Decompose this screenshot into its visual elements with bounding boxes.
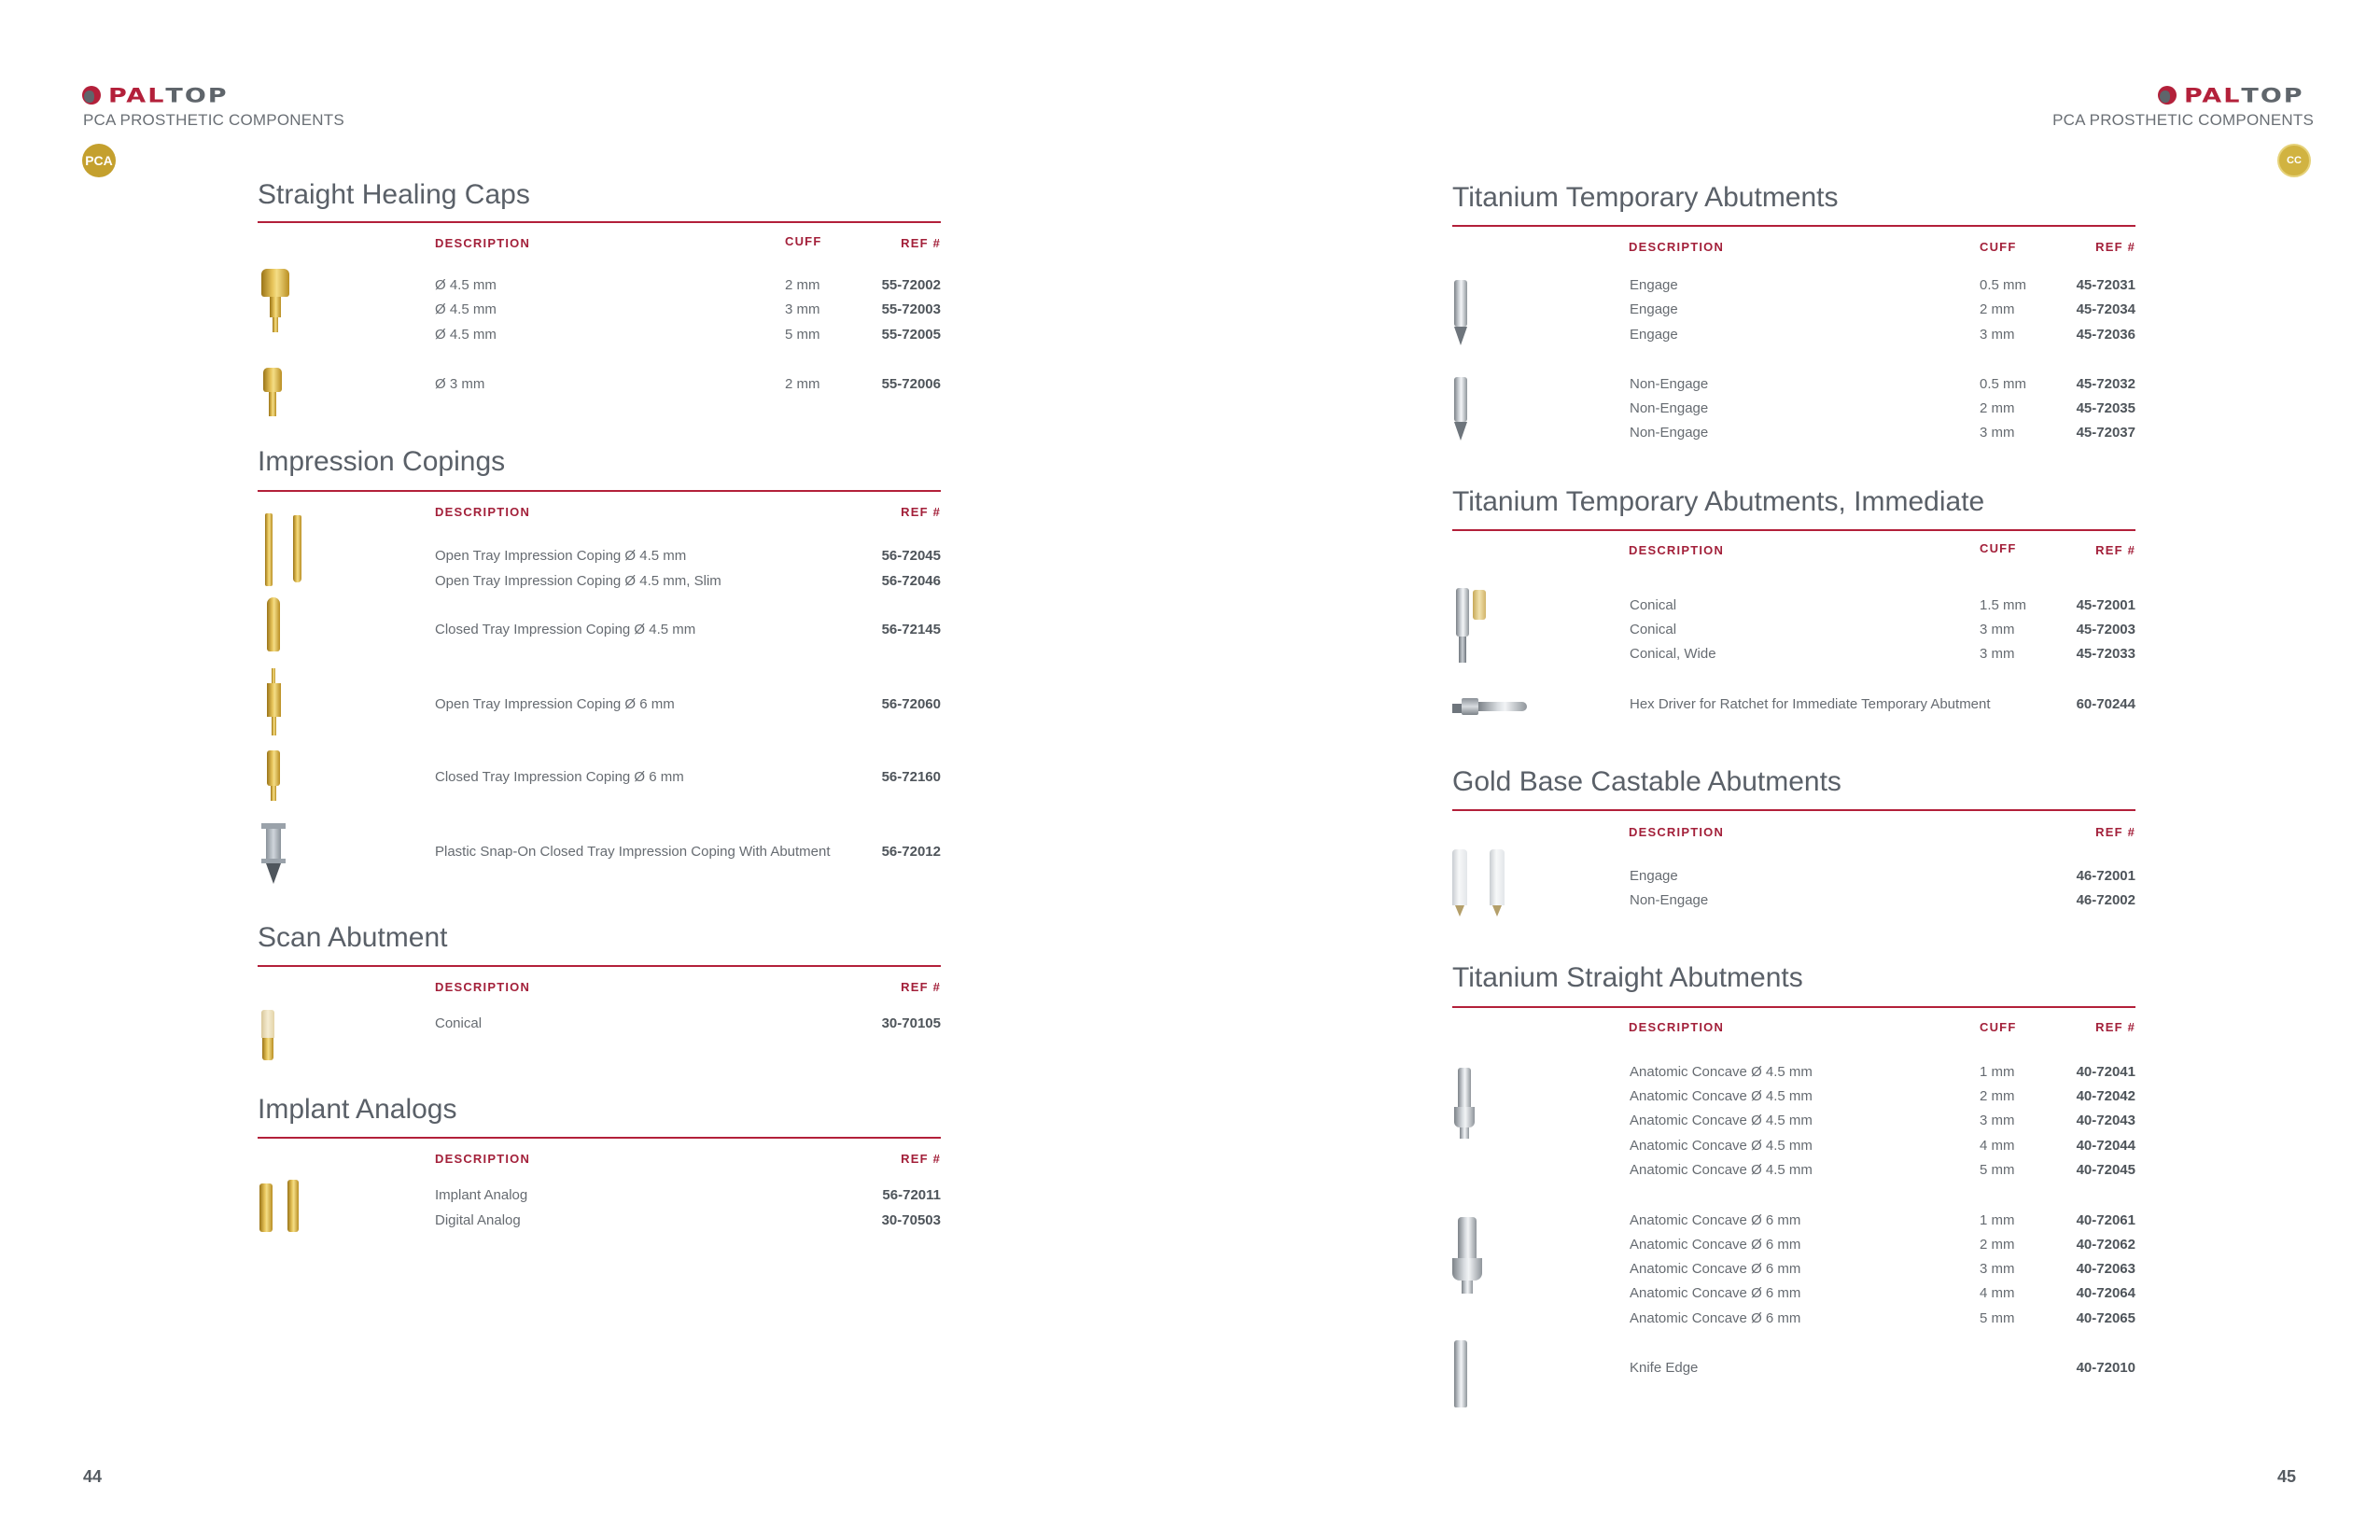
row-description: Implant Analog (435, 1187, 528, 1203)
row-ref: 56-72160 (881, 769, 941, 785)
logo-text-top: TOP (165, 83, 229, 107)
section-title: Impression Copings (258, 446, 506, 477)
row-cuff: 5 mm (785, 327, 820, 343)
section-title: Gold Base Castable Abutments (1452, 766, 1841, 797)
row-description: Anatomic Concave Ø 6 mm (1630, 1237, 1801, 1253)
row-description: Anatomic Concave Ø 4.5 mm (1630, 1162, 1813, 1178)
row-cuff: 2 mm (785, 277, 820, 293)
row-description: Anatomic Concave Ø 4.5 mm (1630, 1088, 1813, 1104)
section-divider (1452, 529, 2135, 531)
row-description: Conical (1630, 622, 1677, 637)
table-row (1452, 400, 2135, 423)
logo-text-top: TOP (2241, 83, 2304, 107)
row-description: Conical, Wide (1630, 646, 1716, 662)
row-ref: 40-72061 (2076, 1212, 2135, 1228)
row-description: Open Tray Impression Coping Ø 4.5 mm, Slim (435, 573, 721, 589)
row-ref: 45-72034 (2076, 301, 2135, 317)
table-row (1452, 696, 2135, 719)
cc-badge: CC (2277, 144, 2311, 177)
row-description: Conical (1630, 597, 1677, 613)
row-description: Non-Engage (1630, 376, 1709, 392)
row-cuff: 0.5 mm (1980, 376, 2027, 392)
row-description: Engage (1630, 327, 1678, 343)
column-header-description: DESCRIPTION (435, 236, 531, 250)
row-description: Knife Edge (1630, 1360, 1699, 1376)
table-row (1452, 277, 2135, 300)
row-ref: 45-72036 (2076, 327, 2135, 343)
row-ref: 40-72064 (2076, 1285, 2135, 1301)
column-header-cuff: CUFF (1980, 1020, 2017, 1034)
row-description: Ø 4.5 mm (435, 277, 497, 293)
row-cuff: 3 mm (785, 301, 820, 317)
row-ref: 40-72045 (2076, 1162, 2135, 1178)
row-cuff: 2 mm (1980, 1237, 2015, 1253)
pca-badge: PCA (82, 144, 116, 177)
table-row (1452, 301, 2135, 324)
row-description: Open Tray Impression Coping Ø 4.5 mm (435, 548, 687, 564)
table-row (258, 769, 941, 791)
row-cuff: 3 mm (1980, 1113, 2015, 1128)
row-description: Engage (1630, 277, 1678, 293)
row-ref: 55-72003 (881, 301, 941, 317)
column-header-description: DESCRIPTION (1629, 1020, 1725, 1034)
table-row (1452, 425, 2135, 447)
table-row (1452, 1212, 2135, 1235)
table-row (1452, 597, 2135, 620)
row-description: Plastic Snap-On Closed Tray Impression Coping With Abutment (435, 844, 831, 860)
row-cuff: 4 mm (1980, 1285, 2015, 1301)
row-description: Open Tray Impression Coping Ø 6 mm (435, 696, 675, 712)
table-row (258, 1187, 941, 1210)
column-header-ref: REF # (901, 1152, 941, 1166)
row-cuff: 3 mm (1980, 622, 2015, 637)
row-description: Ø 4.5 mm (435, 327, 497, 343)
section-title: Straight Healing Caps (258, 179, 530, 210)
row-ref: 60-70244 (2076, 696, 2135, 712)
row-cuff: 5 mm (1980, 1310, 2015, 1326)
table-row (1452, 1138, 2135, 1160)
row-ref: 55-72002 (881, 277, 941, 293)
row-ref: 45-72037 (2076, 425, 2135, 441)
row-cuff: 0.5 mm (1980, 277, 2027, 293)
row-ref: 46-72001 (2076, 868, 2135, 884)
row-cuff: 2 mm (1980, 301, 2015, 317)
table-row (1452, 327, 2135, 349)
row-description: Non-Engage (1630, 892, 1709, 908)
row-ref: 56-72046 (881, 573, 941, 589)
row-ref: 56-72060 (881, 696, 941, 712)
table-row (1452, 1360, 2135, 1382)
table-row (258, 1212, 941, 1235)
row-description: Digital Analog (435, 1212, 521, 1228)
column-header-cuff: CUFF (1980, 541, 2017, 555)
row-cuff: 4 mm (1980, 1138, 2015, 1154)
row-ref: 45-72031 (2076, 277, 2135, 293)
row-cuff: 1 mm (1980, 1212, 2015, 1228)
column-header-ref: REF # (2095, 240, 2135, 254)
row-ref: 56-72045 (881, 548, 941, 564)
table-row (258, 376, 941, 399)
paltop-logo-right (2158, 84, 2304, 106)
table-row (1452, 1261, 2135, 1283)
logo-text-pal: PAL (2184, 83, 2242, 107)
table-row (258, 573, 941, 595)
table-row (1452, 1310, 2135, 1333)
row-ref: 30-70105 (881, 1015, 941, 1031)
row-ref: 40-72042 (2076, 1088, 2135, 1104)
row-cuff: 2 mm (1980, 1088, 2015, 1104)
row-description: Conical (435, 1015, 483, 1031)
row-ref: 45-72035 (2076, 400, 2135, 416)
row-ref: 56-72012 (881, 844, 941, 860)
table-row (258, 301, 941, 324)
column-header-description: DESCRIPTION (435, 1152, 531, 1166)
section-divider (258, 1137, 941, 1139)
logo-text-pal: PAL (108, 83, 166, 107)
row-cuff: 3 mm (1980, 327, 2015, 343)
row-ref: 40-72044 (2076, 1138, 2135, 1154)
table-row (258, 622, 941, 644)
column-header-description: DESCRIPTION (1629, 240, 1725, 254)
row-description: Closed Tray Impression Coping Ø 6 mm (435, 769, 684, 785)
left-header-subtitle: PCA PROSTHETIC COMPONENTS (83, 111, 344, 129)
row-description: Anatomic Concave Ø 6 mm (1630, 1261, 1801, 1277)
table-row (258, 548, 941, 570)
row-cuff: 3 mm (1980, 1261, 2015, 1277)
row-cuff: 2 mm (1980, 400, 2015, 416)
row-description: Ø 3 mm (435, 376, 485, 392)
page-number-right: 45 (2277, 1467, 2297, 1486)
row-description: Anatomic Concave Ø 4.5 mm (1630, 1064, 1813, 1080)
row-cuff: 3 mm (1980, 646, 2015, 662)
section-divider (258, 490, 941, 492)
row-ref: 56-72011 (882, 1187, 941, 1203)
row-ref: 45-72001 (2076, 597, 2135, 613)
row-ref: 55-72006 (881, 376, 941, 392)
column-header-ref: REF # (901, 505, 941, 519)
row-ref: 46-72002 (2076, 892, 2135, 908)
section-divider (258, 965, 941, 967)
row-cuff: 2 mm (785, 376, 820, 392)
row-description: Anatomic Concave Ø 4.5 mm (1630, 1113, 1813, 1128)
row-ref: 45-72003 (2076, 622, 2135, 637)
column-header-description: DESCRIPTION (435, 980, 531, 994)
paltop-logo (82, 84, 229, 106)
row-cuff: 5 mm (1980, 1162, 2015, 1178)
table-row (258, 327, 941, 349)
column-header-description: DESCRIPTION (435, 505, 531, 519)
row-description: Ø 4.5 mm (435, 301, 497, 317)
table-row (1452, 1113, 2135, 1135)
row-ref: 55-72005 (881, 327, 941, 343)
section-title: Scan Abutment (258, 922, 448, 953)
row-description: Anatomic Concave Ø 6 mm (1630, 1285, 1801, 1301)
row-ref: 45-72032 (2076, 376, 2135, 392)
section-title: Titanium Temporary Abutments, Immediate (1452, 486, 1985, 517)
row-ref: 40-72010 (2076, 1360, 2135, 1376)
column-header-ref: REF # (2095, 543, 2135, 557)
column-header-cuff: CUFF (1980, 240, 2017, 254)
table-row (1452, 868, 2135, 890)
row-cuff: 1.5 mm (1980, 597, 2027, 613)
table-row (1452, 1285, 2135, 1308)
column-header-cuff: CUFF (785, 234, 822, 248)
column-header-ref: REF # (901, 980, 941, 994)
table-row (258, 1015, 941, 1038)
table-row (1452, 1088, 2135, 1111)
table-row (1452, 892, 2135, 915)
table-row (1452, 646, 2135, 668)
section-divider (1452, 225, 2135, 227)
section-title: Titanium Temporary Abutments (1452, 182, 1839, 213)
row-ref: 40-72065 (2076, 1310, 2135, 1326)
table-row (1452, 376, 2135, 399)
row-ref: 40-72041 (2076, 1064, 2135, 1080)
row-description: Anatomic Concave Ø 4.5 mm (1630, 1138, 1813, 1154)
row-description: Engage (1630, 301, 1678, 317)
row-description: Anatomic Concave Ø 6 mm (1630, 1212, 1801, 1228)
table-row (258, 844, 941, 866)
section-title: Titanium Straight Abutments (1452, 962, 1803, 993)
tooth-logo-icon (82, 86, 101, 105)
table-row (1452, 622, 2135, 644)
row-ref: 40-72063 (2076, 1261, 2135, 1277)
table-row (1452, 1237, 2135, 1259)
row-ref: 56-72145 (881, 622, 941, 637)
row-ref: 40-72062 (2076, 1237, 2135, 1253)
right-header-subtitle: PCA PROSTHETIC COMPONENTS (2052, 111, 2314, 129)
row-description: Closed Tray Impression Coping Ø 4.5 mm (435, 622, 696, 637)
column-header-ref: REF # (901, 236, 941, 250)
row-description: Hex Driver for Ratchet for Immediate Temporary Abutment (1630, 696, 1991, 712)
column-header-ref: REF # (2095, 825, 2135, 839)
row-ref: 30-70503 (881, 1212, 941, 1228)
row-description: Non-Engage (1630, 425, 1709, 441)
row-cuff: 1 mm (1980, 1064, 2015, 1080)
row-description: Engage (1630, 868, 1678, 884)
column-header-description: DESCRIPTION (1629, 825, 1725, 839)
table-row (1452, 1162, 2135, 1184)
table-row (258, 696, 941, 719)
table-row (258, 277, 941, 300)
row-ref: 45-72033 (2076, 646, 2135, 662)
section-divider (258, 221, 941, 223)
column-header-description: DESCRIPTION (1629, 543, 1725, 557)
section-divider (1452, 809, 2135, 811)
page-number-left: 44 (83, 1467, 103, 1486)
tooth-logo-icon (2158, 86, 2177, 105)
section-divider (1452, 1006, 2135, 1008)
row-description: Non-Engage (1630, 400, 1709, 416)
row-ref: 40-72043 (2076, 1113, 2135, 1128)
section-title: Implant Analogs (258, 1094, 457, 1125)
table-row (1452, 1064, 2135, 1086)
row-description: Anatomic Concave Ø 6 mm (1630, 1310, 1801, 1326)
column-header-ref: REF # (2095, 1020, 2135, 1034)
row-cuff: 3 mm (1980, 425, 2015, 441)
